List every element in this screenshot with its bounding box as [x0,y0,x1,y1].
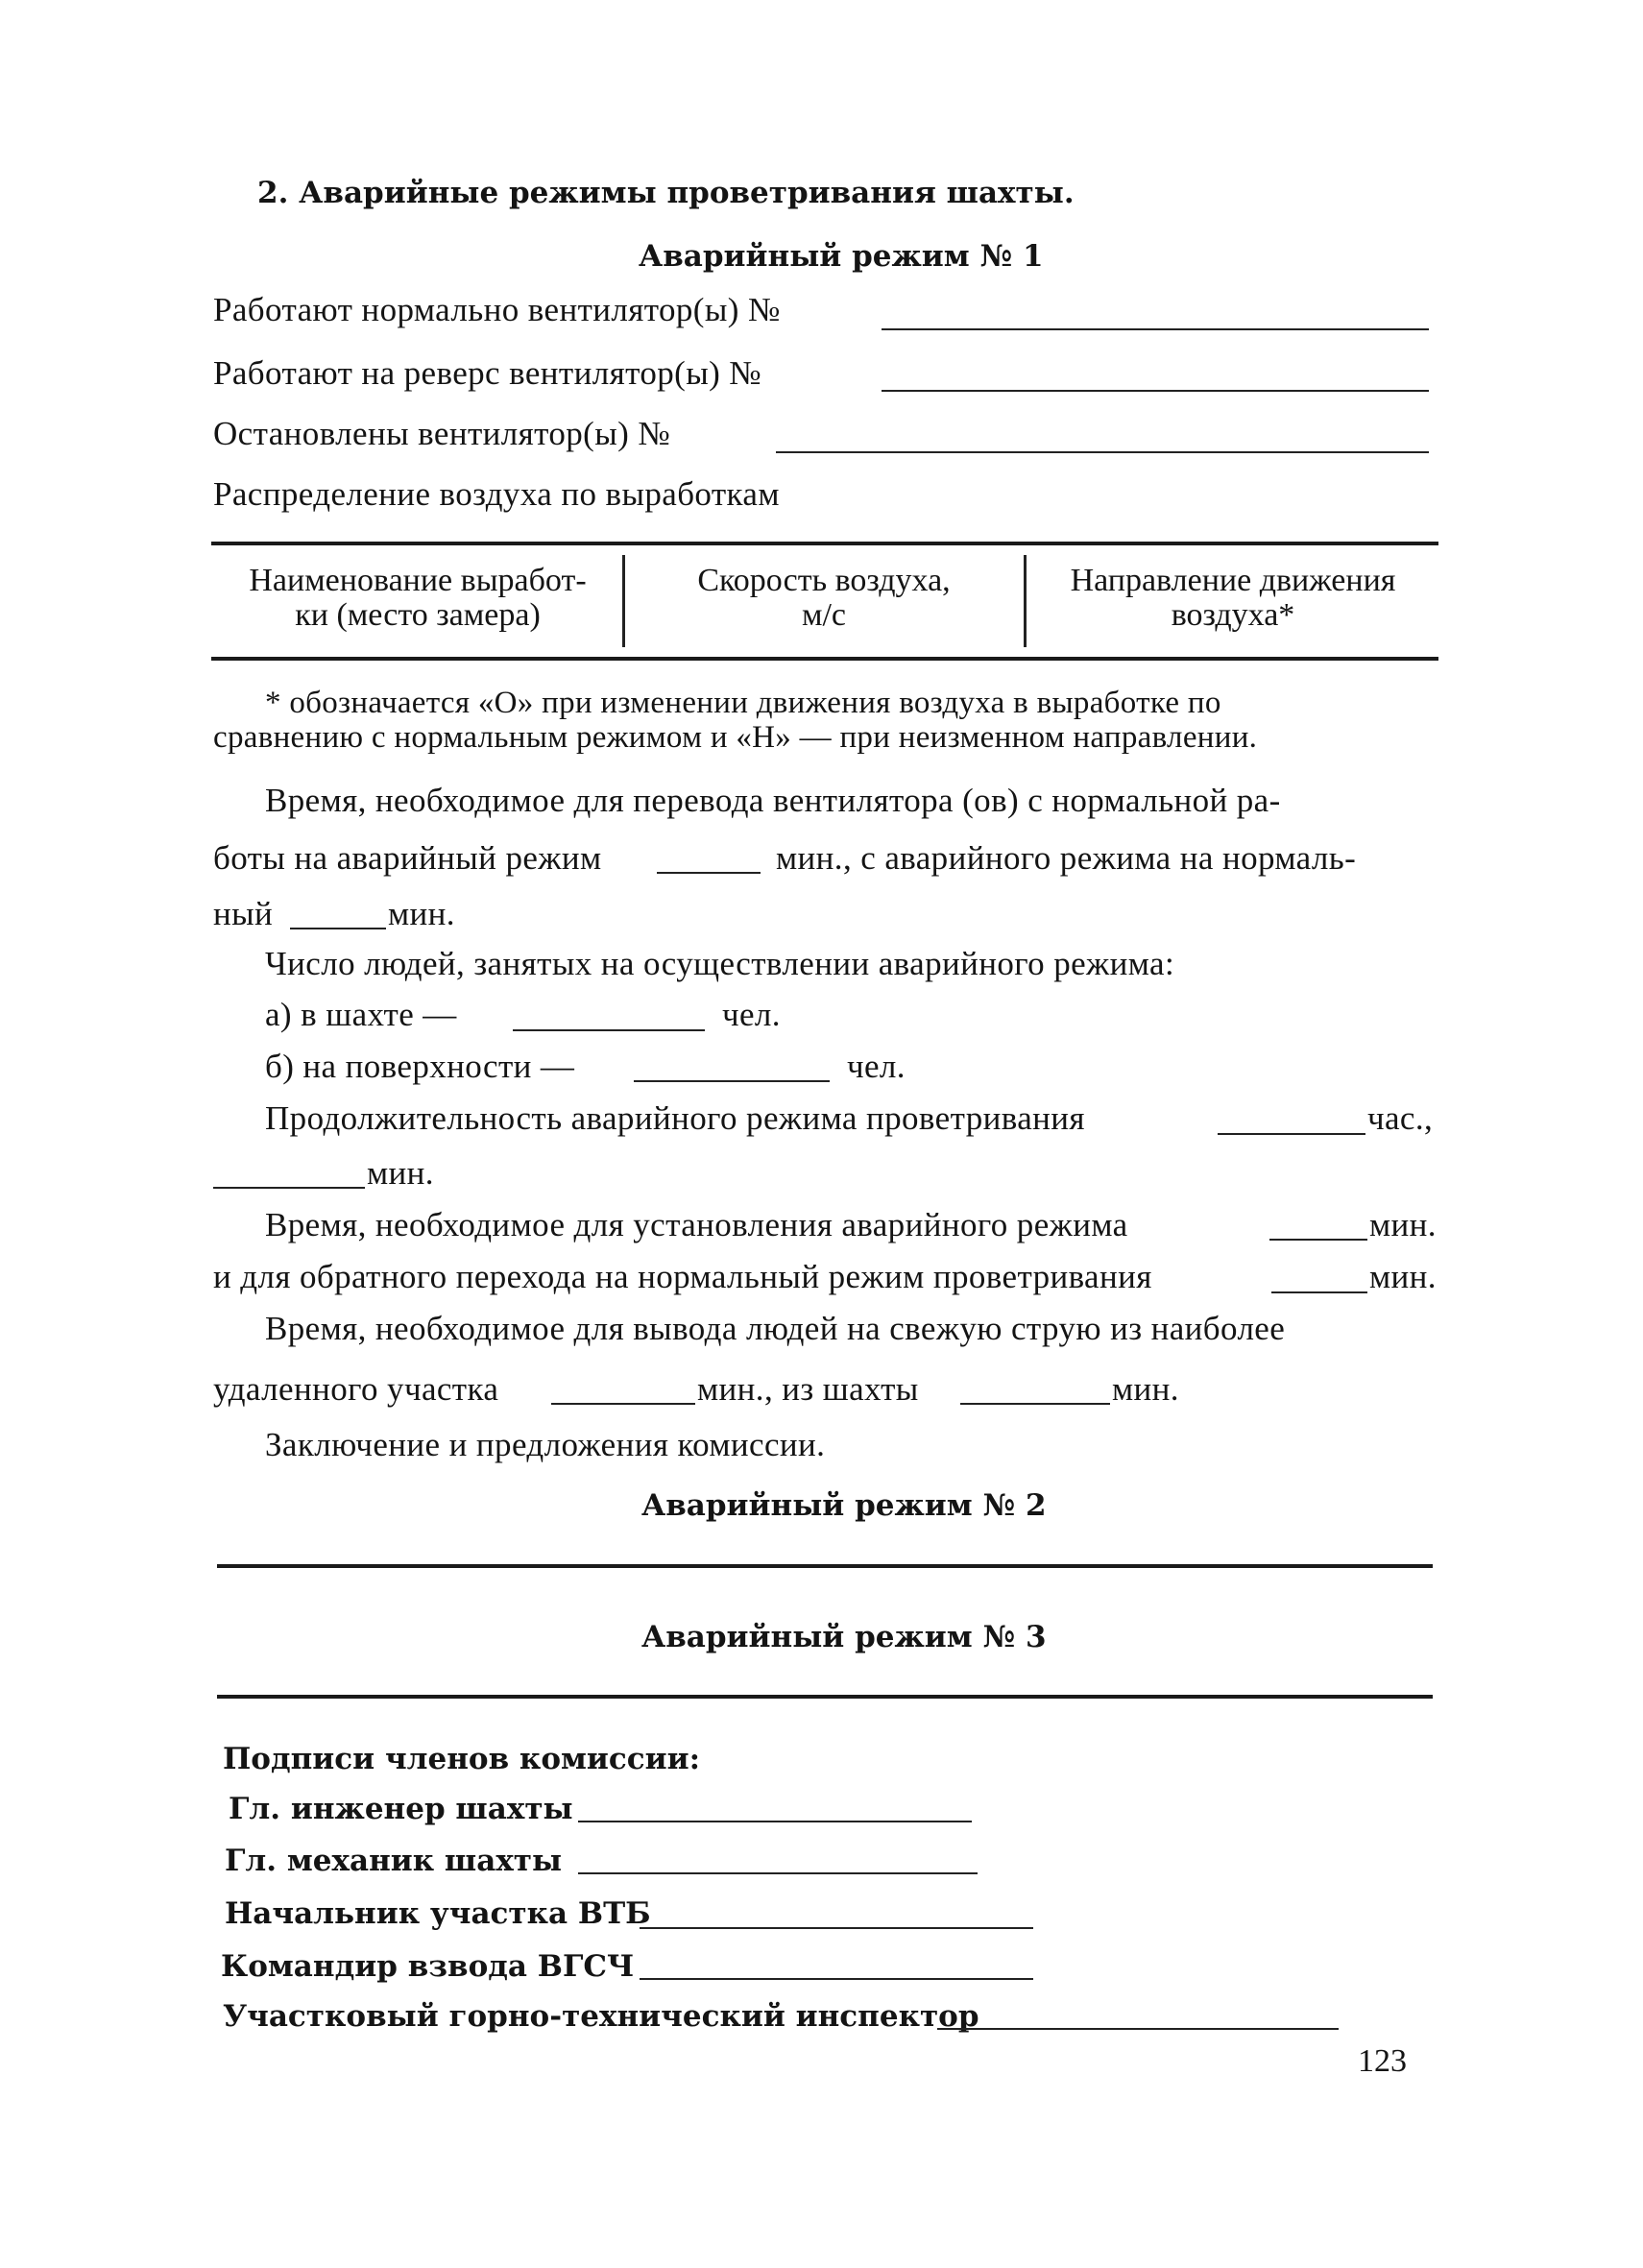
inspector-signature-field[interactable] [937,2028,1339,2030]
table-header-working-line2: ки (место замера) [295,597,541,633]
table-header-speed-line2: м/с [801,597,847,633]
duration-label: Продолжительность аварийного режима проветривания [265,1099,1085,1137]
in-mine-field[interactable] [513,1029,705,1031]
inspector-label: Участковый горно-технический инспектор [223,1999,979,2034]
surface-unit: чел. [847,1048,906,1085]
vtb-head-signature-field[interactable] [640,1927,1033,1929]
chief-mechanic-label: Гл. механик шахты [225,1844,563,1878]
switch-time-line1: Время, необходимое для перевода вентилятора (ов) с нормальной ра- [265,782,1281,819]
table-bottom-rule [211,657,1438,661]
stopped-fans-field[interactable] [776,451,1429,453]
duration-minutes-unit: мин. [367,1154,434,1192]
chief-engineer-signature-field[interactable] [578,1821,972,1822]
setup-time-label: Время, необходимое для установления аварийного режима [265,1206,1128,1243]
chief-mechanic-signature-field[interactable] [578,1872,978,1874]
return-time-label: и для обратного перехода на нормальный режим проветривания [213,1258,1152,1295]
conclusion-label: Заключение и предложения комиссии. [265,1426,826,1463]
switch-to-normal-field[interactable] [290,928,386,929]
duration-hours-field[interactable] [1218,1133,1365,1135]
duration-minutes-field[interactable] [213,1187,365,1189]
duration-hours-unit: час., [1367,1099,1434,1137]
section-heading: 2. Аварийные режимы проветривания шахты. [257,176,1075,210]
mode2-title: Аварийный режим № 2 [641,1488,1047,1523]
switch-time-text-b: мин., с аварийного режима на нормаль- [776,839,1357,877]
reverse-fans-field[interactable] [882,390,1429,392]
table-header-working [211,564,624,633]
vgsch-commander-label: Командир взвода ВГСЧ [221,1949,635,1984]
switch-time-text-a: боты на аварийный режим [213,839,602,877]
evacuation-text-c: мин. [1112,1370,1179,1408]
mode3-title: Аварийный режим № 3 [641,1620,1047,1654]
table-header-direction-line2: воздуха* [1171,597,1295,633]
air-distribution-label: Распределение воздуха по выработкам [213,475,780,513]
switch-time-text-c: ный [213,895,274,932]
signatures-heading: Подписи членов комиссии: [223,1742,701,1776]
table-top-rule [211,542,1438,545]
evacuation-section-field[interactable] [551,1403,695,1405]
stopped-fans-label: Остановлены вентилятор(ы) № [213,415,671,452]
in-mine-unit: чел. [722,996,781,1033]
setup-time-unit: мин. [1369,1206,1437,1243]
people-count-label: Число людей, занятых на осуществлении аварийного режима: [265,945,1175,982]
evacuation-mine-field[interactable] [960,1403,1110,1405]
evacuation-text-a: удаленного участка [213,1370,499,1408]
evacuation-line1: Время, необходимое для вывода людей на свежую струю из наиболее [265,1310,1286,1347]
surface-label: б) на поверхности — [265,1048,575,1085]
footnote-line2: сравнению с нормальным режимом и «Н» — при неизменном направлении. [213,720,1258,755]
table-col-separator [622,555,625,647]
return-time-unit: мин. [1369,1258,1437,1295]
page-number: 123 [1358,2043,1407,2079]
vtb-head-label: Начальник участка ВТБ [225,1896,651,1931]
switch-time-text-d: мин. [388,895,455,932]
normal-fans-label: Работают нормально вентилятор(ы) № [213,291,781,328]
table-header-direction-line1: Направление движения [1070,563,1396,598]
normal-fans-field[interactable] [882,328,1429,330]
chief-engineer-label: Гл. инженер шахты [229,1792,573,1826]
setup-time-field[interactable] [1269,1239,1367,1241]
footnote-line1: * обозначается «О» при изменении движения воздуха в выработке по [265,686,1221,720]
evacuation-text-b: мин., из шахты [697,1370,919,1408]
table-header-speed [626,564,1022,633]
return-time-field[interactable] [1271,1291,1367,1293]
table-col-separator [1024,555,1027,647]
vgsch-commander-signature-field[interactable] [640,1978,1033,1980]
mode1-title: Аварийный режим № 1 [639,239,1044,274]
switch-to-emergency-field[interactable] [657,872,761,874]
reverse-fans-label: Работают на реверс вентилятор(ы) № [213,354,762,392]
table-header-direction [1027,564,1438,633]
table-header-speed-line1: Скорость воздуха, [697,563,951,598]
in-mine-label: а) в шахте — [265,996,457,1033]
mode3-rule [217,1695,1433,1699]
table-header-working-line1: Наименование выработ- [249,563,587,598]
surface-field[interactable] [634,1080,830,1082]
mode2-rule [217,1564,1433,1568]
